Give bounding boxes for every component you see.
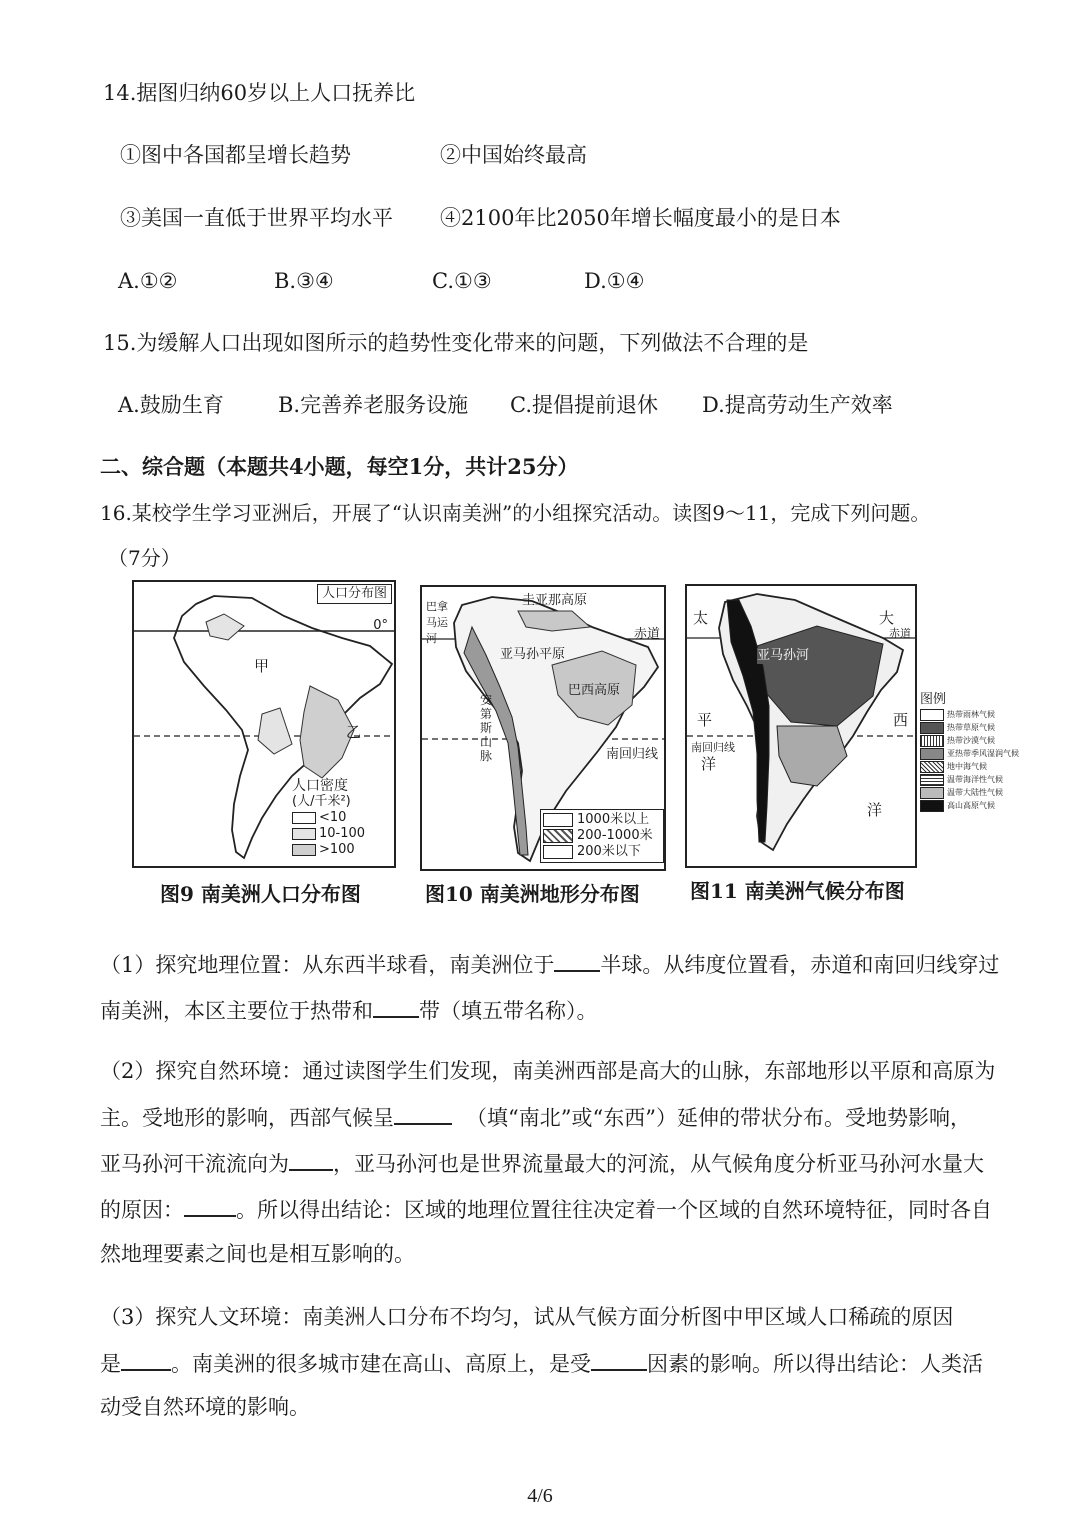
part2-line5: 然地理要素之间也是相互影响的。 bbox=[100, 1242, 415, 1266]
fig11-legend-4: 亚热带季风湿润气候 bbox=[947, 749, 1019, 758]
part3-line3: 动受自然环境的影响。 bbox=[100, 1395, 310, 1419]
fig9-jia-label: 甲 bbox=[254, 657, 270, 675]
q14-statement-1: ①图中各国都呈增长趋势 bbox=[120, 143, 351, 167]
q14-statement-3: ③美国一直低于世界平均水平 bbox=[120, 206, 393, 230]
part1-blank-hemisphere[interactable] bbox=[554, 948, 600, 972]
page-number: 4/6 bbox=[527, 1485, 553, 1507]
q14-statement-2: ②中国始终最高 bbox=[440, 143, 587, 167]
fig10-panama-label: 巴拿马运河 bbox=[426, 600, 448, 645]
fig9-legend-high: >100 bbox=[319, 842, 355, 857]
fig10-legend-mid: 200-1000米 bbox=[577, 828, 653, 843]
part2-text-d1: 的原因： bbox=[100, 1198, 184, 1222]
part2-text-c1: 亚马孙河干流流向为 bbox=[100, 1152, 289, 1176]
fig11-xi-label: 西 bbox=[893, 711, 909, 729]
fig9-medium-south bbox=[258, 708, 292, 754]
fig11-legend-row-2 bbox=[920, 721, 1024, 734]
fig11-legend-2: 热带草原气候 bbox=[947, 723, 995, 732]
part2-text-b2: （填“南北”或“东西”）延伸的带状分布。受地势影响， bbox=[466, 1106, 971, 1130]
fig9-legend-row-2 bbox=[292, 826, 392, 842]
fig10-andes-label bbox=[480, 693, 496, 763]
fig10-brazil-label: 巴西高原 bbox=[568, 683, 621, 698]
q15-option-d[interactable]: D.提高劳动生产效率 bbox=[702, 393, 893, 417]
fig11-swatch-1 bbox=[920, 709, 944, 721]
fig10-andes-char-5: 脉 bbox=[480, 749, 493, 763]
part2-line1: （2）探究自然环境：通过读图学生们发现，南美洲西部是高大的山脉，东部地形以平原和高原为 bbox=[100, 1059, 996, 1083]
fig11-swatch-5 bbox=[920, 761, 944, 773]
part2-line3 bbox=[100, 1147, 984, 1179]
fig11-legend-6: 温带海洋性气候 bbox=[947, 775, 1003, 784]
part1-text-c: 南美洲，本区主要位于热带和 bbox=[100, 999, 373, 1023]
figure-10-terrain-map bbox=[420, 585, 666, 871]
fig10-andes-char-2: 第 bbox=[480, 707, 493, 721]
fig10-caption: 图10 南美洲地形分布图 bbox=[425, 882, 640, 906]
fig9-swatch-mid bbox=[292, 828, 316, 840]
fig11-swatch-6 bbox=[920, 774, 944, 786]
fig11-legend-row-7 bbox=[920, 786, 1024, 799]
fig11-legend-1: 热带雨林气候 bbox=[947, 710, 995, 719]
fig9-legend-unit: (人/千米²) bbox=[292, 794, 351, 809]
part2-text-d2: 。所以得出结论：区域的地理位置往往决定着一个区域的自然环境特征，同时各自 bbox=[236, 1198, 992, 1222]
fig11-tai-label: 太 bbox=[693, 609, 709, 627]
fig9-medium-north bbox=[206, 614, 244, 640]
fig10-andes-char-3: 斯 bbox=[480, 721, 493, 735]
fig11-legend-row-5 bbox=[920, 760, 1024, 773]
fig9-legend-row-3 bbox=[292, 842, 392, 858]
fig10-amazon-label: 亚马孙平原 bbox=[500, 647, 566, 662]
fig10-legend-row-3 bbox=[543, 844, 661, 860]
fig10-swatch-high bbox=[543, 813, 573, 827]
q14-option-c[interactable]: C.①③ bbox=[432, 269, 492, 293]
part2-blank-reason[interactable] bbox=[184, 1193, 236, 1217]
fig9-legend-row-1 bbox=[292, 810, 392, 826]
fig11-legend-row-4 bbox=[920, 747, 1024, 760]
fig11-legend-title: 图例 bbox=[920, 692, 947, 707]
part1-text-a: （1）探究地理位置：从东西半球看，南美洲位于 bbox=[100, 953, 555, 977]
fig11-equator-label: 赤道 bbox=[889, 627, 911, 640]
part2-blank-direction[interactable] bbox=[394, 1101, 452, 1125]
part2-blank-flow[interactable] bbox=[289, 1147, 333, 1171]
fig11-da-label: 大 bbox=[879, 609, 895, 627]
part1-text-b: 半球。从纬度位置看，赤道和南回归线穿过 bbox=[600, 953, 1000, 977]
fig11-yang2-label: 洋 bbox=[867, 801, 883, 819]
part3-blank-factor[interactable] bbox=[591, 1347, 647, 1371]
figure-9-population-map bbox=[132, 580, 396, 868]
part2-text-c2: ，亚马孙河也是世界流量最大的河流，从气候角度分析亚马孙河水量大 bbox=[333, 1152, 984, 1176]
fig10-swatch-mid bbox=[543, 829, 573, 843]
part2-text-b1: 主。受地形的影响，西部气候呈 bbox=[100, 1106, 394, 1130]
fig10-tropic-label: 南回归线 bbox=[606, 747, 659, 762]
part1-line2 bbox=[100, 994, 598, 1026]
part3-text-b3: 因素的影响。所以得出结论：人类活 bbox=[647, 1352, 983, 1376]
fig11-tropic-label: 南回归线 bbox=[691, 741, 735, 754]
fig11-swatch-7 bbox=[920, 787, 944, 799]
fig11-legend-row-6 bbox=[920, 773, 1024, 786]
fig11-legend bbox=[920, 692, 1024, 812]
q14-stem: 14.据图归纳60岁以上人口抚养比 bbox=[103, 81, 416, 105]
fig10-legend bbox=[540, 809, 664, 863]
fig9-swatch-low bbox=[292, 812, 316, 824]
fig9-legend-title: 人口密度 bbox=[292, 778, 348, 794]
q15-option-c[interactable]: C.提倡提前退休 bbox=[510, 393, 658, 417]
part2-line4 bbox=[100, 1193, 992, 1225]
part3-text-b2: 。南美洲的很多城市建在高山、高原上，是受 bbox=[171, 1352, 591, 1376]
fig11-swatch-3 bbox=[920, 735, 944, 747]
q16-stem: 16.某校学生学习亚洲后，开展了“认识南美洲”的小组探究活动。读图9～11，完成下列问题。 bbox=[100, 501, 931, 525]
fig11-swatch-8 bbox=[920, 800, 944, 812]
fig11-legend-3: 热带沙漠气候 bbox=[947, 736, 995, 745]
part3-line1: （3）探究人文环境：南美洲人口分布不均匀，试从气候方面分析图中甲区域人口稀疏的原因 bbox=[100, 1305, 954, 1329]
fig11-ping-label: 平 bbox=[697, 711, 713, 729]
q15-option-a[interactable]: A.鼓励生育 bbox=[118, 393, 224, 417]
part3-line2 bbox=[100, 1347, 983, 1379]
fig9-swatch-high bbox=[292, 844, 316, 856]
fig10-equator-label: 赤道 bbox=[633, 627, 660, 642]
part1-blank-zone[interactable] bbox=[373, 994, 419, 1018]
fig9-legend-mid: 10-100 bbox=[319, 826, 366, 841]
fig11-yang1-label: 洋 bbox=[701, 755, 717, 773]
fig11-map-svg bbox=[687, 586, 915, 866]
fig11-legend-row-3 bbox=[920, 734, 1024, 747]
fig11-legend-row-8 bbox=[920, 799, 1024, 812]
fig9-yi-label: 乙 bbox=[346, 723, 362, 741]
q14-statement-4: ④2100年比2050年增长幅度最小的是日本 bbox=[440, 206, 841, 230]
q14-option-d[interactable]: D.①④ bbox=[584, 269, 645, 293]
fig9-legend-low: <10 bbox=[319, 810, 347, 825]
fig10-guiana-label: 圭亚那高原 bbox=[522, 593, 588, 608]
fig10-legend-low: 200米以下 bbox=[577, 844, 641, 859]
q15-stem: 15.为缓解人口出现如图所示的趋势性变化带来的问题，下列做法不合理的是 bbox=[103, 331, 809, 355]
part1-line1 bbox=[100, 948, 999, 980]
fig11-amazon-label: 亚马孙河 bbox=[757, 648, 810, 663]
fig9-legend bbox=[292, 778, 392, 858]
fig9-tag: 人口分布图 bbox=[317, 584, 392, 604]
q14-option-b[interactable]: B.③④ bbox=[274, 269, 334, 293]
part2-line2 bbox=[100, 1101, 971, 1133]
part3-text-b1: 是 bbox=[100, 1352, 121, 1376]
fig11-swatch-2 bbox=[920, 722, 944, 734]
q15-option-b[interactable]: B.完善养老服务设施 bbox=[278, 393, 469, 417]
fig11-legend-7: 温带大陆性气候 bbox=[947, 788, 1003, 797]
part3-blank-climate[interactable] bbox=[121, 1347, 171, 1371]
fig10-legend-high: 1000米以上 bbox=[577, 812, 650, 827]
part1-text-d: 带（填五带名称）。 bbox=[419, 999, 598, 1023]
fig10-legend-row-1 bbox=[543, 812, 661, 828]
fig11-legend-8: 高山高原气候 bbox=[947, 801, 995, 810]
fig11-caption: 图11 南美洲气候分布图 bbox=[690, 879, 905, 903]
fig9-equator-label: 0° bbox=[373, 618, 388, 633]
fig11-legend-5: 地中海气候 bbox=[947, 762, 987, 771]
fig11-swatch-4 bbox=[920, 748, 944, 760]
fig10-andes-char-1: 安 bbox=[480, 693, 493, 707]
fig11-legend-row-1 bbox=[920, 708, 1024, 721]
fig10-swatch-low bbox=[543, 845, 573, 859]
fig9-caption: 图9 南美洲人口分布图 bbox=[160, 882, 361, 906]
q14-option-a[interactable]: A.①② bbox=[118, 269, 178, 293]
q16-score: （7分） bbox=[108, 546, 181, 570]
fig10-andes-char-4: 山 bbox=[480, 735, 493, 749]
section-title: 二、综合题（本题共4小题，每空1分，共计25分） bbox=[100, 454, 579, 479]
fig10-legend-row-2 bbox=[543, 828, 661, 844]
figure-11-climate-map bbox=[685, 584, 917, 868]
